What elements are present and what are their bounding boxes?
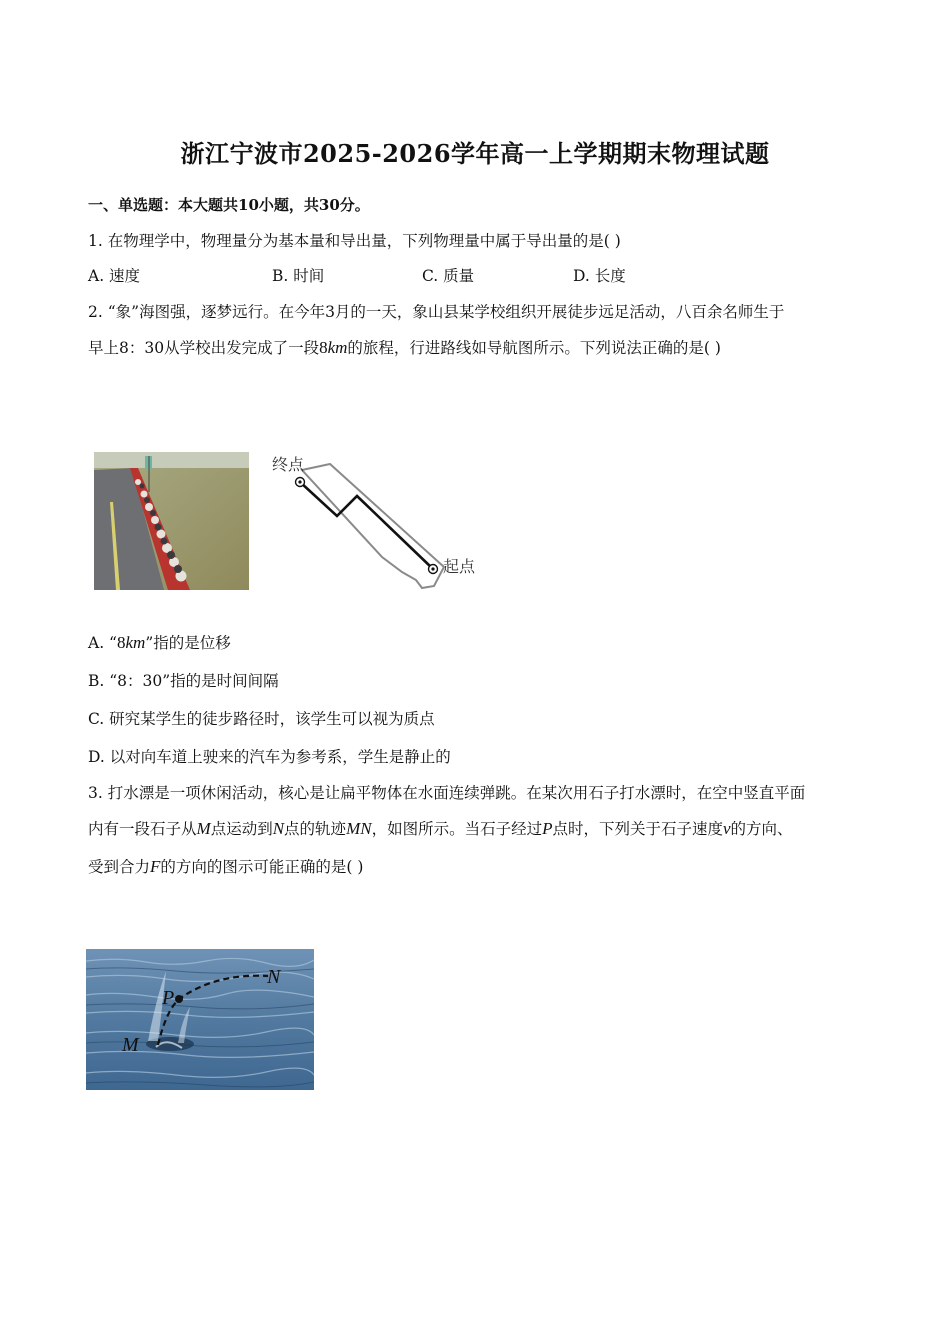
q2-opt-a-text: A. “ <box>88 634 117 652</box>
stone-skipping-photo <box>86 949 314 1090</box>
q2-distance-unit: km <box>327 338 348 357</box>
question-2-option-c: C. 研究某学生的徒步路径时，该学生可以视为质点 <box>88 710 435 728</box>
q3-text: 点的轨迹 <box>284 820 347 838</box>
q3-trajectory-mn: MN <box>346 819 372 838</box>
q3-text: 点时，下列关于石子速度 <box>552 820 723 838</box>
question-3-stem-line1: 3. 打水漂是一项休闲活动，核心是让扁平物体在水面连续弹跳。在某次用石子打水漂时，在空中竖直平面 <box>88 784 806 802</box>
end-point-dot <box>298 480 301 483</box>
q2-opt-a-text: ”指的是位移 <box>145 634 231 652</box>
q3-text: 点运动到 <box>210 820 273 838</box>
route-map <box>262 450 492 595</box>
photo-label-p: P <box>162 987 175 1009</box>
q2-text: 的旅程，行进路线如导航图所示。下列说法正确的是( ) <box>347 339 721 357</box>
q3-point-m: M <box>196 819 211 838</box>
q3-text: 内有一段石子从 <box>88 820 197 838</box>
q2-text: 早上8：30从学校出发完成了一段 <box>88 339 320 357</box>
start-label: 起点 <box>443 557 476 576</box>
photo-label-m: M <box>122 1034 139 1056</box>
q3-force-f: F <box>150 857 161 876</box>
q3-point-p: P <box>542 819 553 838</box>
photo-label-n: N <box>267 966 281 988</box>
q3-velocity-v: v <box>722 819 731 838</box>
q2-opt-a-unit: km <box>125 633 146 652</box>
question-2-stem-line1: 2. “象”海图强，逐梦远行。在今年3月的一天，象山县某学校组织开展徒步远足活动，八百余名师生于 <box>88 303 785 321</box>
q3-text: 的方向的图示可能正确的是( ) <box>160 858 364 876</box>
question-3-stem-line2 <box>88 817 793 839</box>
route-outline <box>302 464 444 588</box>
hiking-photo <box>94 452 249 590</box>
question-1-option-c: C. 质量 <box>422 267 475 285</box>
start-point-dot <box>431 567 434 570</box>
q3-text: ，如图所示。当石子经过 <box>371 820 543 838</box>
section-heading: 一、单选题：本大题共10小题，共30分。 <box>88 196 370 214</box>
q3-point-n: N <box>272 819 285 838</box>
question-1-option-a: A. 速度 <box>88 267 141 285</box>
question-1-option-b: B. 时间 <box>272 267 325 285</box>
page-title: 浙江宁波市2025-2026学年高一上学期期末物理试题 <box>180 139 770 168</box>
question-2-stem-line2 <box>88 336 721 358</box>
q2-distance-number: 8 <box>319 338 328 357</box>
end-label: 终点 <box>272 455 305 474</box>
question-2-option-d: D. 以对向车道上驶来的汽车为参考系，学生是静止的 <box>88 748 451 766</box>
point-p-dot <box>175 995 183 1003</box>
question-3-stem-line3 <box>88 855 363 877</box>
question-2-option-b: B. “8：30”指的是时间间隔 <box>88 672 279 690</box>
question-2-option-a <box>88 631 231 653</box>
question-1-option-d: D. 长度 <box>573 267 626 285</box>
route-path <box>300 482 432 568</box>
q3-text: 的方向、 <box>730 820 793 838</box>
q2-opt-a-number: 8 <box>116 633 126 652</box>
question-1-stem: 1. 在物理学中，物理量分为基本量和导出量，下列物理量中属于导出量的是( ) <box>88 232 621 250</box>
q3-text: 受到合力 <box>88 858 151 876</box>
